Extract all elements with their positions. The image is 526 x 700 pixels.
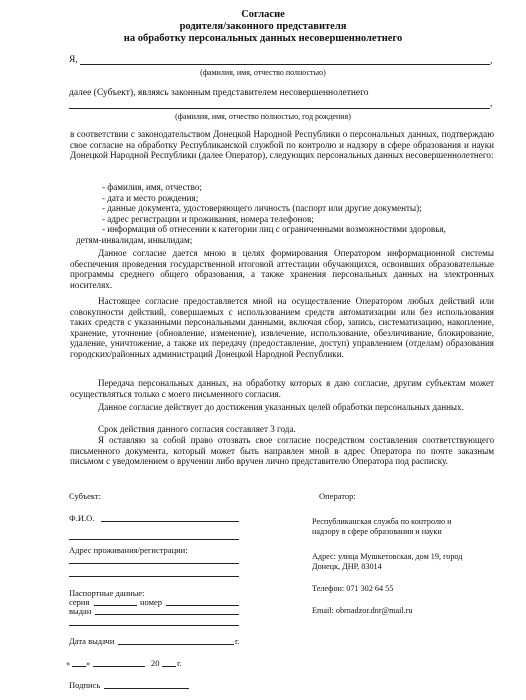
fio-line[interactable]	[101, 521, 239, 522]
comma-mark: ,	[490, 56, 493, 66]
bullet-item: - данные документа, удостоверяющего личность (паспорт или другие документы);	[102, 203, 422, 214]
day-line[interactable]	[72, 666, 86, 667]
paragraph-1: в соответствии с законодательством Донецкой Народной Республики о персональных данных, подтверждаю свое согласие на обработку Республиканской службой по контролю и надзору в сфере образования и науки Донецкой Народной Республики (далее Оператор), следующих персональных данных несовершеннолетнего:	[70, 129, 494, 161]
bullet-item: - фамилия, имя, отчество;	[102, 182, 202, 192]
number-line[interactable]	[166, 605, 239, 606]
fio-line-2[interactable]	[69, 539, 239, 540]
doc-title-line-1: Согласие	[241, 9, 285, 20]
series-line[interactable]	[94, 605, 137, 606]
address-label: Адрес проживания/регистрации:	[69, 545, 188, 555]
number-label: номер	[140, 597, 163, 607]
i-label: Я,	[69, 55, 78, 65]
bullet-item: - информация об отнесении к категории лиц с ограниченными возможностями здоровья,	[102, 224, 446, 235]
doc-title-line-2: родителя/законного представителя	[179, 21, 347, 32]
date-close-quote: »	[86, 658, 91, 668]
child-name-line[interactable]	[69, 108, 490, 109]
operator-name: Республиканская служба по контролю и	[312, 517, 452, 526]
operator-email: Email: obrnadzor.dnr@mail.ru	[312, 606, 413, 615]
parent-name-line[interactable]	[80, 64, 490, 65]
month-line[interactable]	[93, 666, 145, 667]
operator-name: надзору в сфере образования и науки	[312, 527, 442, 536]
paragraph-6: Срок действия данного согласия составляет 3 года.	[98, 424, 296, 434]
address-line-2[interactable]	[69, 576, 239, 577]
year-suffix: г.	[177, 658, 182, 668]
bullet-continuation: детям-инвалидам, инвалидам;	[76, 235, 193, 245]
issued-line-2[interactable]	[69, 625, 239, 626]
paragraph-2: Данное согласие дается мною в целях формирования Оператором информационной системы обеспечения проведения государственной итоговой аттестации обучающихся, освоивших образовательные программы среднего общего образования, а также хранения персональных данных на электронных носителях.	[70, 248, 494, 290]
paragraph-5: Данное согласие действует до достижения указанных целей обработки персональных данных.	[98, 402, 464, 412]
year-line[interactable]	[162, 666, 176, 667]
series-label: серия	[69, 597, 90, 607]
century-label: 20	[151, 658, 160, 668]
operator-phone: Телефон: 071 302 64 55	[312, 584, 394, 593]
signature-line[interactable]	[104, 688, 189, 689]
comma-mark-2: ,	[490, 99, 493, 109]
signature-label: Подпись	[69, 680, 101, 690]
operator-address: Донецк, ДНР, 83014	[312, 562, 382, 571]
child-name-caption: (фамилия, имя, отчество полностью, год рождения)	[175, 112, 351, 121]
passport-label: Паспортные данные:	[69, 588, 145, 598]
issue-date-label: Дата выдачи	[69, 636, 115, 646]
date-open-quote: «	[66, 658, 71, 668]
operator-address: Адрес: улица Мушкетовская, дом 19, город	[312, 552, 463, 561]
issue-date-line[interactable]	[118, 644, 234, 645]
issue-date-year-suffix: г.	[235, 636, 240, 646]
paragraph-7: Я оставляю за собой право отозвать свое согласие посредством составления соответствующего письменного документа, который может быть направлен мной в адрес Оператора по почте заказным письмом с уведомлением о вручении либо вручен лично представителю Оператора под расписку.	[70, 435, 494, 467]
doc-title-line-3: на обработку персональных данных несовершеннолетнего	[123, 33, 403, 44]
issued-line[interactable]	[95, 614, 239, 615]
parent-name-caption: (фамилия, имя, отчество полностью)	[200, 68, 326, 77]
paragraph-4: Передача персональных данных, на обработку которых я даю согласие, другим субъектам может осуществляться только с моего письменного согласия.	[70, 378, 494, 399]
operator-heading: Оператор:	[319, 491, 356, 501]
address-line[interactable]	[69, 563, 239, 564]
issued-label: выдан	[69, 606, 92, 616]
bullet-item: - дата и место рождения;	[102, 192, 199, 203]
bullet-item: - адрес регистрации и проживания, номера телефонов;	[102, 213, 314, 224]
subject-heading: Субъект:	[69, 491, 101, 501]
fio-label: Ф.И.О.	[69, 513, 95, 523]
subject-label: далее (Субъект), являясь законным представителем несовершеннолетнего	[69, 88, 369, 98]
paragraph-3: Настоящее согласие предоставляется мной на осуществление Оператором любых действий или совокупности действий, совершаемых с использованием средств автоматизации или без использования таких средств с указанными персональными данными, включая сбор, запись, систематизацию, накопление, хранение, уточнение (обновление, изменение), извлечение, использование, обезличивание, блокирование, удаление, уничтожение, а также их передачу (предоставление, доступ) управлением (отделам) образования городских/районных администраций Донецкой Народной Республики.	[70, 296, 494, 359]
